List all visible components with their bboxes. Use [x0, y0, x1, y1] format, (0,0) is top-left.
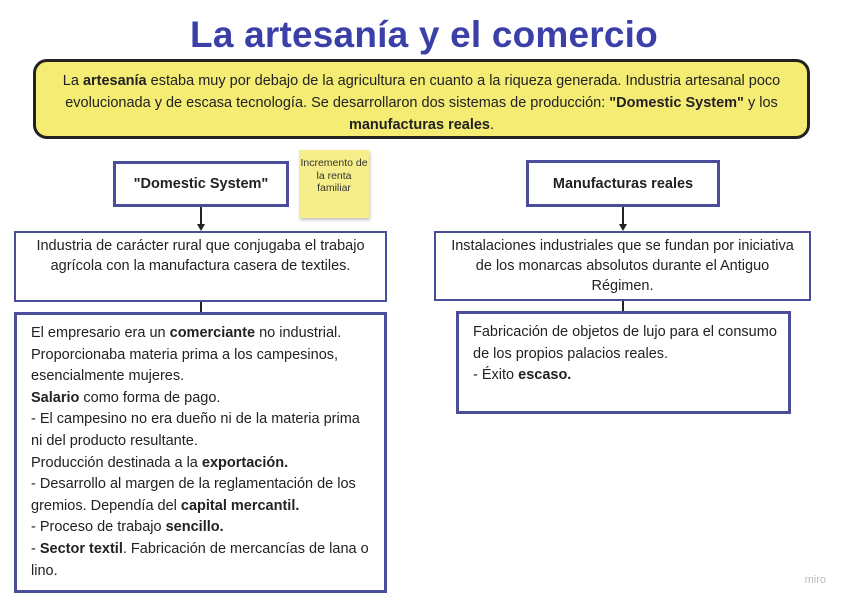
detail-bold-text: escaso. [518, 367, 572, 384]
detail-text: - El campesino no era dueño ni de la materia prima ni del producto resultante. [31, 411, 360, 449]
intro-box [33, 59, 810, 139]
detail-line [473, 322, 778, 365]
detail-bold-text: capital mercantil. [180, 497, 300, 514]
detail-bold-text: Sector textil [39, 540, 123, 557]
connector-line [622, 301, 624, 311]
miro-watermark: miro [804, 574, 826, 586]
manufacturas-reales-details [473, 322, 778, 387]
connector-arrow [619, 224, 627, 231]
detail-line [473, 365, 778, 387]
detail-line [31, 517, 374, 539]
detail-text: El empresario era un [31, 325, 170, 341]
sticky-note[interactable] [299, 150, 369, 218]
domestic-system-details [31, 323, 374, 582]
intro-bold-domestic: "Domestic System" [609, 95, 744, 111]
detail-text: - Proceso de trabajo [31, 519, 166, 536]
connector-arrow [197, 224, 205, 231]
manufacturas-reales-description: Instalaciones industriales que se fundan por iniciativa de los monarcas absolutos durante el Antiguo Régimen. [451, 238, 794, 294]
detail-bold-text: comerciante [169, 325, 256, 341]
intro-text: La [62, 73, 83, 89]
detail-text: - Desarrollo al margen de la reglamentación de los gremios. Dependía del [31, 476, 356, 514]
connector-line [200, 302, 202, 312]
sticky-note-text: Incremento de la renta familiar [300, 157, 368, 194]
detail-line [31, 474, 374, 517]
manufacturas-reales-details-box[interactable] [456, 311, 791, 414]
manufacturas-reales-description-box[interactable] [434, 231, 811, 301]
detail-bold-text: exportación. [201, 454, 289, 471]
domestic-system-heading-box[interactable] [113, 161, 289, 207]
detail-text: - Éxito [473, 367, 519, 384]
detail-text: no industrial. Proporcionaba materia prima a los campesinos, esencialmente mujeres. [31, 325, 342, 385]
detail-text: - [31, 540, 40, 557]
domestic-system-details-box[interactable] [14, 312, 387, 593]
detail-line [31, 388, 374, 410]
domestic-system-heading: "Domestic System" [133, 176, 269, 192]
intro-bold-artesania: artesanía [82, 73, 147, 89]
manufacturas-reales-heading: Manufacturas reales [552, 175, 694, 192]
detail-text: como forma de pago. [79, 389, 221, 406]
domestic-system-description: Industria de carácter rural que conjugaba el trabajo agrícola con la manufactura casera de textiles. [36, 238, 365, 274]
detail-text: Producción destinada a la [31, 454, 202, 471]
detail-bold-text: sencillo. [165, 519, 224, 536]
intro-text: y los [743, 95, 778, 111]
intro-text: estaba muy por debajo de la agricultura en cuanto a la riqueza generada. Industria artesanal poco evolucionada y de escasa tecnología. Se desarrollaron dos sistemas de producción: [65, 73, 781, 111]
detail-text: . Fabricación de mercancías de lana o lino. [31, 540, 369, 579]
intro-bold-manufacturas: manufacturas reales [348, 117, 490, 133]
domestic-system-description-box[interactable] [14, 231, 387, 302]
detail-line [31, 323, 374, 388]
detail-bold-text: Salario [31, 389, 80, 406]
manufacturas-reales-heading-box[interactable] [526, 160, 720, 207]
detail-line [31, 409, 374, 452]
page-title: La artesanía y el comercio [190, 14, 658, 55]
intro-text: . [490, 117, 495, 133]
detail-line [31, 453, 374, 475]
detail-text: Fabricación de objetos de lujo para el consumo de los propios palacios reales. [473, 324, 777, 362]
detail-line [31, 539, 374, 582]
